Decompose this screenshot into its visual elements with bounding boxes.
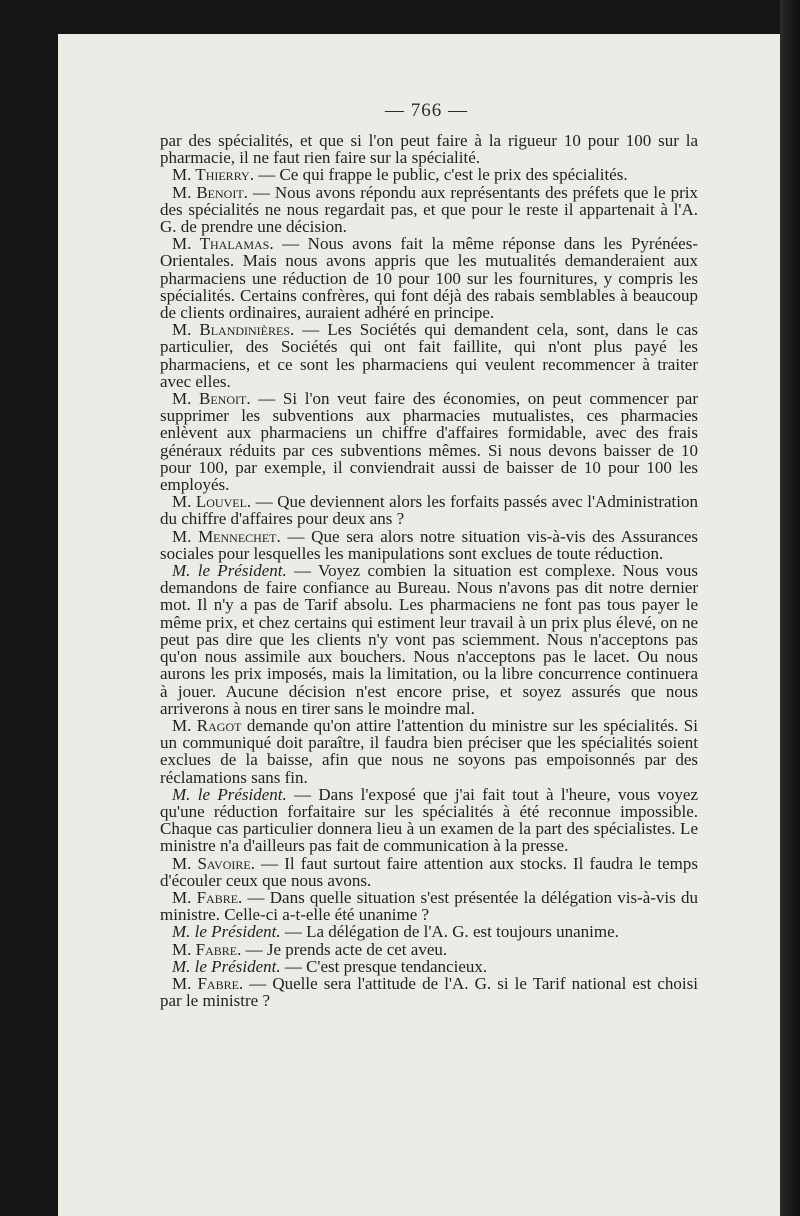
speaker-name: M. Thalamas.	[172, 234, 274, 254]
speaker-name: M. Mennechet.	[172, 526, 281, 546]
speaker-name: M. Savoire.	[172, 853, 255, 873]
page-edge-shadow	[780, 0, 800, 1216]
paragraph-12	[160, 855, 698, 889]
paragraph-text: — Ce qui frappe le public, c'est le prix des spécialités.	[253, 165, 628, 185]
paragraph-text: — Nous avons répondu aux représentants des préfets que le prix des spécialités ne nous regardait pas, et que pour le reste il appartenait à l'A. G. de prendre une décision.	[160, 182, 698, 237]
paragraph-14	[160, 923, 698, 940]
paragraph-text: — Il faut surtout faire attention aux stocks. Il faudra le temps d'écouler ceux que nous avons.	[160, 853, 698, 890]
paragraph-text: par des spécialités, et que si l'on peut faire à la rigueur 10 pour 100 sur la pharmacie, il ne faut rien faire sur la spécialité.	[160, 131, 698, 168]
speaker-name: M. Louvel.	[172, 492, 252, 512]
speaker-name: M. Benoit.	[172, 389, 251, 409]
paragraph-text: — Si l'on veut faire des économies, on peut commencer par supprimer les subventions aux pharmacies mutualistes, ces pharmacies enlèvent aux pharmaciens un chiffre d'affaires formidable, avec des frais généraux réduits par ces subventions mêmes. Si nous devons baisser de 10 pour 100, par exemple, il conviendrait aussi de baisser de 10 pour 100 les employés.	[160, 389, 698, 495]
paragraph-7	[160, 493, 698, 527]
body-text	[160, 132, 698, 1009]
paragraph-11	[160, 786, 698, 855]
paragraph-text: — Je prends acte de cet aveu.	[241, 939, 448, 959]
speaker-name: M. le Président.	[172, 784, 287, 804]
paragraph-text: — Les Sociétés qui demandent cela, sont, dans le cas particulier, des Sociétés qui ont fait faillite, qui n'ont plus payé les pharmaciens, et ce sont les pharmaciens qui veulent recommencer à traiter avec elles.	[160, 320, 699, 391]
speaker-name: M. le Président.	[172, 561, 287, 581]
speaker-name: M. Blandinières.	[172, 320, 295, 340]
speaker-name: M. Ragot	[172, 715, 242, 735]
paragraph-4	[160, 235, 698, 321]
paragraph-text: — Dans quelle situation s'est présentée la délégation vis-à-vis du ministre. Celle-ci a-t-elle été unanime ?	[160, 887, 698, 925]
paragraph-3	[160, 184, 698, 236]
paragraph-16	[160, 958, 698, 975]
paragraph-13	[160, 889, 698, 923]
paragraph-1	[160, 132, 698, 166]
speaker-name: M. Benoit.	[172, 182, 248, 202]
speaker-name: M. Thierry.	[172, 165, 254, 185]
paragraph-text: demande qu'on attire l'attention du ministre sur les spécialités. Si un communiqué doit paraître, il faudra bien préciser que les spécialités soient exclues de la baisse, afin que nous ne soyons pas empoisonnés par des réclamations sans fin.	[160, 715, 698, 787]
paragraph-5	[160, 321, 698, 390]
paragraph-15	[160, 941, 698, 958]
paragraph-text: — Quelle sera l'attitude de l'A. G. si le Tarif national est choisi par le ministre ?	[160, 973, 698, 1011]
speaker-name: M. Fabre.	[172, 887, 243, 907]
speaker-name: M. Fabre.	[172, 973, 244, 993]
paragraph-text: — Nous avons fait la même réponse dans les Pyrénées-Orientales. Mais nous avons appris que les mutualités demanderaient aux pharmaciens une réduction de 10 pour 100 sur les fournitures, y compris les spécialités. Certains confrères, qui font déjà des rabais semblables à beaucoup de clients ordinaires, auraient adhéré en principe.	[160, 234, 698, 323]
paragraph-text: — Dans l'exposé que j'ai fait tout à l'heure, vous voyez qu'une réduction forfaitaire sur les spécialités à été reconnue impossible. Chaque cas particulier donnera lieu à un examen de la part des spécialistes. Le ministre n'a d'ailleurs pas fait de communication à la presse.	[160, 784, 698, 856]
paragraph-2	[160, 166, 698, 183]
paragraph-text: — C'est presque tendancieux.	[280, 956, 488, 976]
speaker-name: M. Fabre.	[172, 939, 242, 959]
paragraph-text: — Que sera alors notre situation vis-à-vis des Assurances sociales pour lesquelles les manipulations sont exclues de toute réduction.	[160, 526, 698, 563]
paragraph-10	[160, 717, 698, 786]
paragraph-6	[160, 390, 698, 493]
paragraph-8	[160, 528, 698, 562]
paragraph-17	[160, 975, 698, 1009]
paragraph-text: — Que deviennent alors les forfaits passés avec l'Administration du chiffre d'affaires pour deux ans ?	[160, 492, 698, 529]
paragraph-text: — Voyez combien la situation est complexe. Nous vous demandons de faire confiance au Bureau. Nous n'avons pas dit notre dernier mot. Il n'y a pas de Tarif absolu. Les pharmaciens ne font pas tous payer le même prix, et chez certains qui estiment leur travail à un prix plus élevé, on ne peut pas dire que les clients n'y vont pas sciemment. Nous n'acceptons pas qu'on nous assimile aux bouchers. Nous n'acceptons pas le lacet. Ou nous aurons les prix imposés, mais la limitation, ou la libre concurrence continuera à jouer. Aucune décision n'est encore prise, et soyez assurés que nous arriverons à nous en tirer sans le moindre mal.	[160, 561, 698, 718]
page-number: — 766 —	[385, 100, 468, 121]
paragraph-9	[160, 562, 698, 717]
speaker-name: M. le Président.	[172, 922, 281, 942]
paragraph-text: — La délégation de l'A. G. est toujours unanime.	[280, 922, 619, 942]
speaker-name: M. le Président.	[172, 956, 281, 976]
